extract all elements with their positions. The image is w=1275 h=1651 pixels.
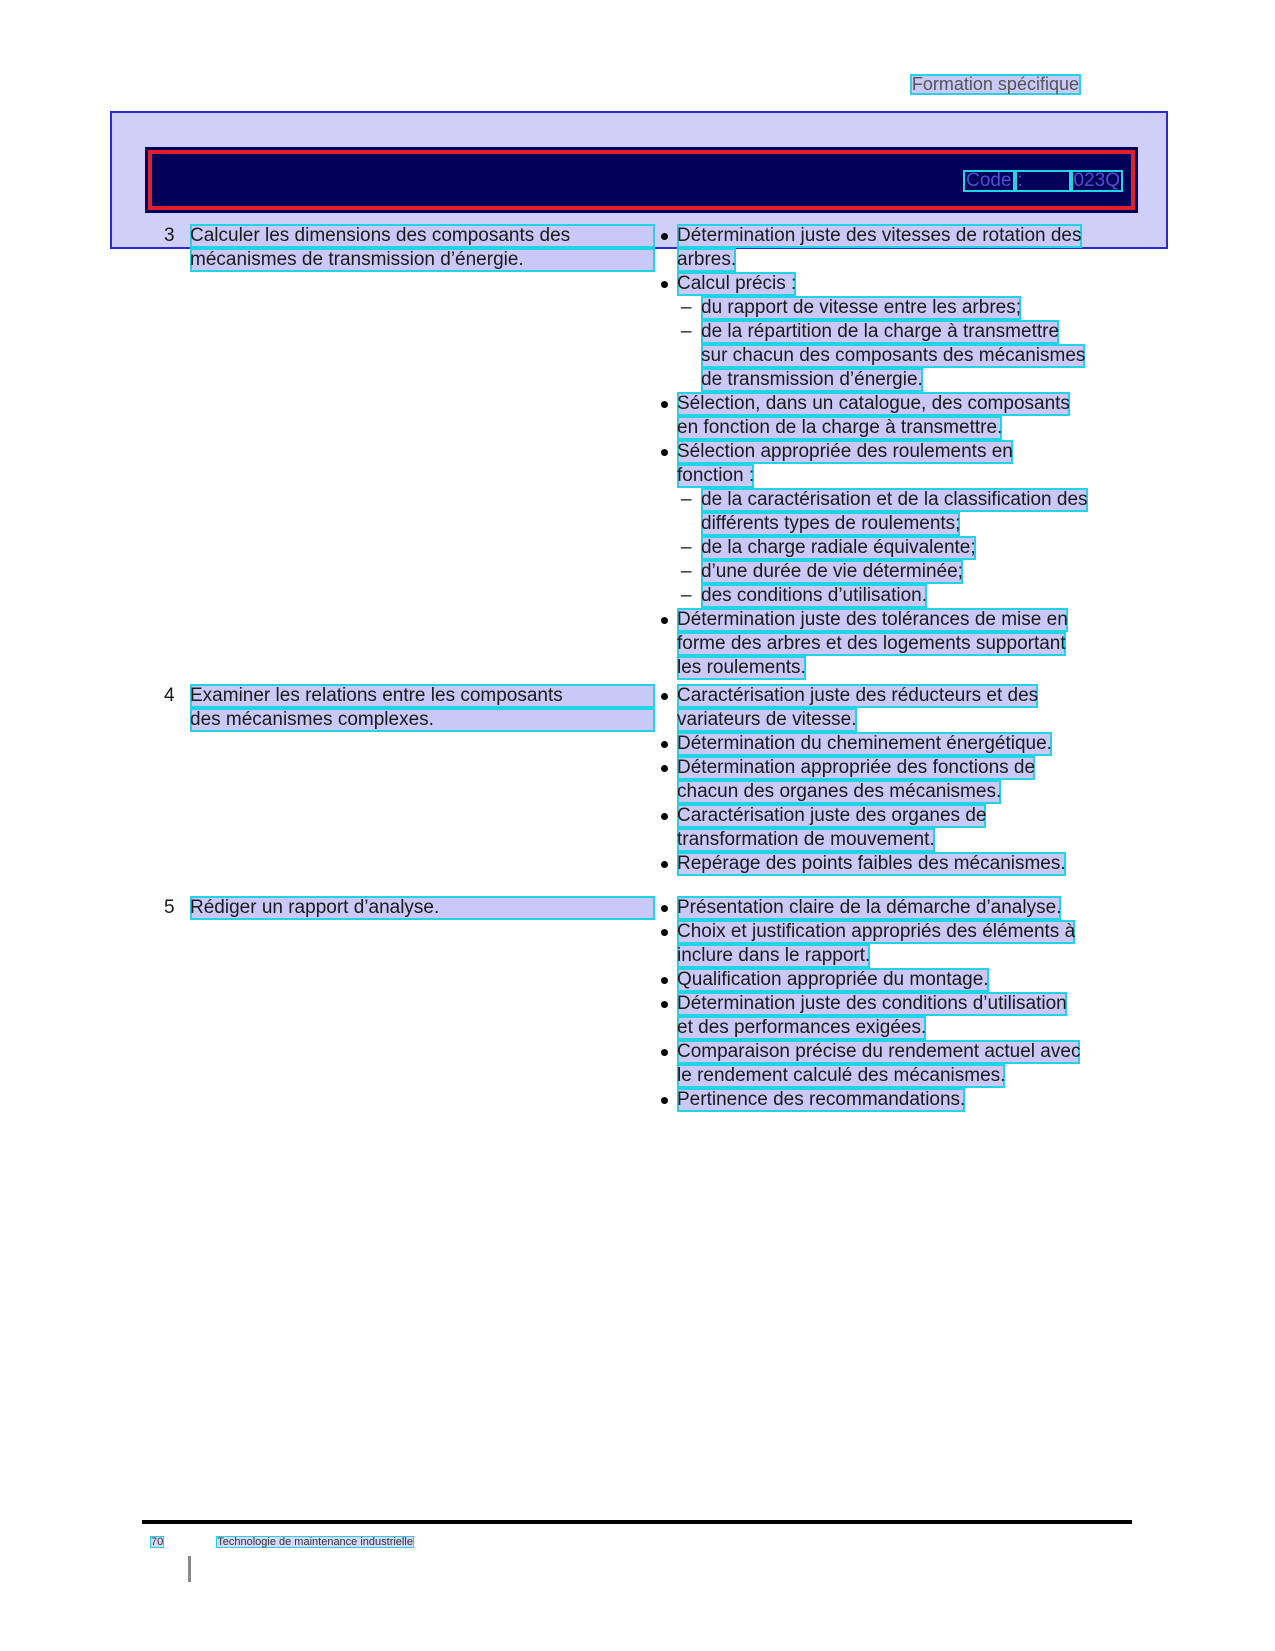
element-number: 4	[164, 685, 175, 706]
criterion-text-line: transformation de mouvement.	[677, 829, 935, 850]
criterion-text-line: Présentation claire de la démarche d’analyse.	[677, 897, 1062, 918]
sub-criterion-item	[657, 488, 1137, 536]
criterion-item	[657, 896, 1137, 920]
criterion-item	[657, 756, 1137, 804]
criterion-item	[657, 684, 1137, 732]
element-number: 5	[164, 897, 175, 918]
footer-title: Technologie de maintenance industrielle	[217, 1536, 413, 1548]
criterion-item	[657, 224, 1137, 272]
performance-criteria	[657, 684, 1137, 876]
footer-rule	[142, 1520, 1132, 1524]
criterion-text-line: Choix et justification appropriés des éléments à	[677, 921, 1076, 942]
criterion-item	[657, 272, 1137, 296]
element-text-line: des mécanismes complexes.	[190, 708, 655, 732]
performance-criteria	[657, 896, 1137, 1112]
criterion-text-line: en fonction de la charge à transmettre.	[677, 417, 1003, 438]
criterion-text-line: les roulements.	[677, 657, 806, 678]
criterion-text-line: forme des arbres et des logements supportant	[677, 633, 1066, 654]
code-bar	[148, 150, 1135, 210]
criterion-text-line: Pertinence des recommandations.	[677, 1089, 966, 1110]
criterion-text-line: Calcul précis :	[677, 273, 797, 294]
element-text-line: Examiner les relations entre les composants	[190, 684, 655, 708]
criterion-text-line: Comparaison précise du rendement actuel avec	[677, 1041, 1081, 1062]
sub-criterion-text-line: – d’une durée de vie déterminée;	[701, 561, 963, 582]
footer-marker	[188, 1556, 191, 1582]
element-of-competency	[160, 896, 655, 920]
criterion-text-line: Détermination appropriée des fonctions de	[677, 757, 1036, 778]
sub-criterion-text-line: sur chacun des composants des mécanismes	[701, 345, 1086, 366]
criterion-item	[657, 440, 1137, 488]
sub-criterion-item	[657, 560, 1137, 584]
criterion-text-line: arbres.	[677, 249, 737, 270]
criterion-text-line: Caractérisation juste des organes de	[677, 805, 987, 826]
criterion-item	[657, 920, 1137, 968]
page-number: 70	[151, 1536, 164, 1548]
criterion-text-line: Sélection, dans un catalogue, des composants	[677, 393, 1070, 414]
criterion-text-line: Sélection appropriée des roulements en	[677, 441, 1013, 462]
criterion-text-line: variateurs de vitesse.	[677, 709, 857, 730]
criterion-text-line: chacun des organes des mécanismes.	[677, 781, 1002, 802]
criterion-text-line: Caractérisation juste des réducteurs et des	[677, 685, 1039, 706]
element-number: 3	[164, 225, 175, 246]
element-text-line: Calculer les dimensions des composants des	[190, 224, 655, 248]
criterion-item	[657, 852, 1137, 876]
sub-criterion-text-line: de transmission d’énergie.	[701, 369, 923, 390]
criterion-text-line: Repérage des points faibles des mécanismes.	[677, 853, 1066, 874]
code-value: 023Q	[1071, 170, 1123, 192]
sub-criterion-text-line: – de la répartition de la charge à transmettre	[701, 321, 1060, 342]
sub-criterion-text-line: – de la caractérisation et de la classification des	[701, 489, 1088, 510]
criterion-item	[657, 732, 1137, 756]
criterion-item	[657, 1040, 1137, 1088]
criterion-item	[657, 992, 1137, 1040]
element-of-competency	[160, 684, 655, 732]
sub-criterion-text-line: – du rapport de vitesse entre les arbres;	[701, 297, 1022, 318]
sub-criterion-text-line: différents types de roulements;	[701, 513, 961, 534]
element-text-line: mécanismes de transmission d’énergie.	[190, 248, 655, 272]
program-code	[963, 170, 1123, 192]
element-text-line: Rédiger un rapport d’analyse.	[190, 896, 655, 920]
sub-criterion-item	[657, 584, 1137, 608]
criterion-text-line: Qualification appropriée du montage.	[677, 969, 989, 990]
criterion-item	[657, 392, 1137, 440]
performance-criteria	[657, 224, 1137, 680]
criterion-item	[657, 608, 1137, 680]
code-separator: :	[1015, 170, 1071, 192]
code-label: Code	[963, 170, 1014, 192]
criterion-text-line: Détermination juste des tolérances de mise en	[677, 609, 1068, 630]
criterion-text-line: Détermination juste des vitesses de rotation des	[677, 225, 1082, 246]
sub-criterion-item	[657, 320, 1137, 392]
running-header: Formation spécifique	[911, 74, 1079, 94]
criterion-text-line: inclure dans le rapport.	[677, 945, 871, 966]
criterion-text-line: Détermination juste des conditions d’utilisation	[677, 993, 1067, 1014]
sub-criterion-item	[657, 536, 1137, 560]
criterion-item	[657, 1088, 1137, 1112]
sub-criterion-text-line: – des conditions d’utilisation.	[701, 585, 928, 606]
criterion-text-line: Détermination du cheminement énergétique.	[677, 733, 1052, 754]
criterion-item	[657, 968, 1137, 992]
element-of-competency	[160, 224, 655, 272]
sub-criterion-text-line: – de la charge radiale équivalente;	[701, 537, 976, 558]
sub-criterion-item	[657, 296, 1137, 320]
criterion-text-line: et des performances exigées.	[677, 1017, 927, 1038]
criterion-text-line: le rendement calculé des mécanismes.	[677, 1065, 1006, 1086]
criterion-item	[657, 804, 1137, 852]
footer	[150, 1536, 414, 1548]
criterion-text-line: fonction :	[677, 465, 755, 486]
